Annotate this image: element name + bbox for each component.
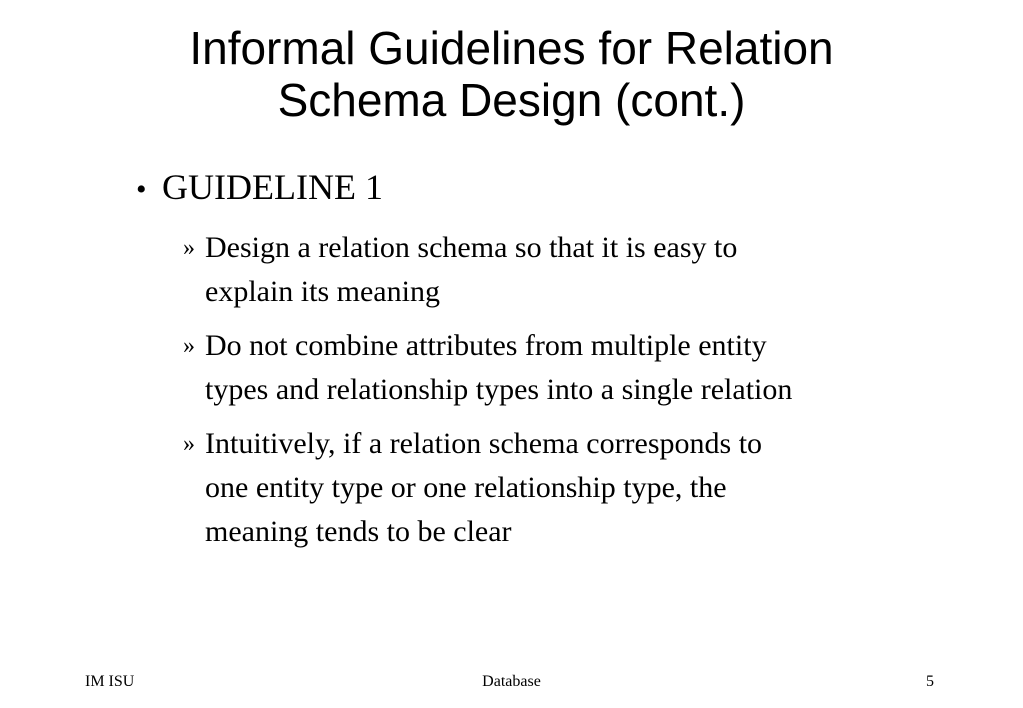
sub-item-1-line-2: explain its meaning — [205, 275, 440, 308]
double-chevron-icon: » — [183, 431, 195, 457]
sub-item-3-line-1: Intuitively, if a relation schema corresponds to — [205, 427, 763, 460]
guideline-bullet — [136, 166, 383, 211]
guideline-sub-list — [183, 226, 963, 564]
footer-page-number: 5 — [926, 673, 934, 690]
slide-title — [0, 22, 1023, 126]
sub-item-2-line-2: types and relationship types into a single relation — [205, 373, 793, 406]
sub-item-1 — [183, 226, 963, 314]
sub-item-3-line-2: one entity type or one relationship type, the — [205, 471, 727, 504]
sub-item-3 — [183, 422, 963, 554]
double-chevron-icon: » — [183, 235, 195, 261]
sub-item-2-line-1: Do not combine attributes from multiple entity — [205, 329, 767, 362]
footer-organization: IM ISU — [85, 673, 135, 690]
footer-course: Database — [482, 673, 541, 690]
guideline-heading: GUIDELINE 1 — [162, 167, 383, 207]
sub-item-1-line-1: Design a relation schema so that it is easy to — [205, 231, 738, 264]
sub-item-3-line-3: meaning tends to be clear — [205, 515, 512, 548]
slide-title-line-1: Informal Guidelines for Relation — [189, 22, 834, 74]
slide-title-line-2: Schema Design (cont.) — [277, 74, 746, 126]
double-chevron-icon: » — [183, 333, 195, 359]
bullet-dot-icon: • — [136, 173, 147, 206]
sub-item-2 — [183, 324, 963, 412]
